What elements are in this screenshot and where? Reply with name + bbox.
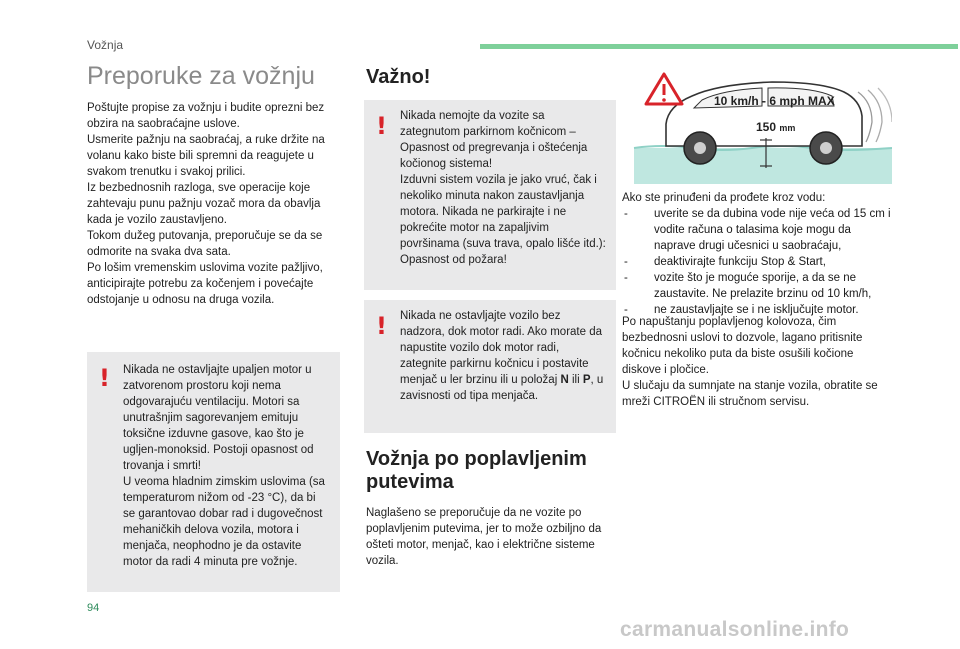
water-instructions-list — [622, 206, 892, 318]
flood-illustration — [622, 62, 892, 184]
water-intro: Ako ste prinuđeni da prođete kroz vodu: — [622, 192, 826, 204]
page-title: Preporuke za vožnju — [87, 62, 315, 90]
section-accent-bar — [480, 44, 958, 49]
flood-heading: Vožnja po poplavljenim putevima — [366, 448, 587, 493]
page-number: 94 — [87, 602, 100, 614]
flood-paragraph: Naglašeno se preporučuje da ne vozite po poplavljenim putevima, jer to može ozbiljno da ošteti motor, menjač, kao i električne sisteme vozila. — [366, 507, 602, 567]
warning-icon: ! — [99, 364, 110, 392]
warning-icon: ! — [376, 112, 387, 140]
warning-box-unattended — [364, 300, 616, 433]
warning-box-ventilation — [87, 352, 340, 592]
warning-text: Nikada nemojte da vozite sa zategnutom parkirnom kočnicom – Opasnost od pregrevanja i oštećenja kočionog sistema! Izduvni sistem vozila je jako vruć, čak i nekoliko minuta nakon zaustavljanja motora. Nikada ne parkirajte i ne pokrećite motor na zapaljivim površinama (suva trava, opalo lišće itd.): Opasnost od požara! — [400, 110, 606, 266]
warning-box-parking-brake — [364, 100, 616, 290]
depth-label: 150 mm — [756, 120, 796, 134]
list-item: - deaktivirajte funkciju Stop & Start, — [622, 254, 892, 270]
watermark: carmanualsonline.info — [620, 618, 850, 641]
warning-text: Nikada ne ostavljajte upaljen motor u zatvorenom prostoru koji nema odgovarajuću ventilaciju. Motori sa unutrašnjim sagorevanjem emituju toksične izduvne gasove, kao što je ugljen-monoksid. Postoji opasnost od trovanja i smrti! U veoma hladnim zimskim uslovima (sa temperaturom nižom od -23 °C), da bi se garantovao dobar rad i dugovečnost mehaničkih delova vozila, motora i menjača, neophodno je da ostavite motor da radi 4 minuta pre vožnje. — [123, 364, 325, 568]
water-outro: Po napuštanju poplavljenog kolovoza, čim bezbednosni uslovi to dozvole, lagano pritisnite kočnicu nekoliko puta da biste osušili kočione diskove i pločice. U slučaju da sumnjate na stanje vozila, obratite se mreži CITROËN ili stručnom servisu. — [622, 316, 878, 408]
speed-limit-label: 10 km/h - 6 mph MAX — [714, 94, 835, 108]
list-item: - ne zaustavljajte se i ne isključujte motor. — [622, 302, 892, 318]
section-label: Vožnja — [87, 38, 124, 52]
important-heading: Važno! — [366, 66, 431, 88]
warning-text: Nikada ne ostavljajte vozilo bez nadzora, dok motor radi. Ako morate da napustite vozilo dok motor radi, zategnite parkirnu kočnicu i postavite menjač u ler brzinu ili u položaj N ili P, u zavisnosti od tipa menjača. — [400, 310, 604, 402]
list-item: - uverite se da dubina vode nije veća od 15 cm i vodite računa o talasima koje mogu da naprave drugi učesnici u saobraćaju, — [622, 206, 892, 254]
intro-paragraph: Poštujte propise za vožnju i budite oprezni bez obzira na saobraćajne uslove. Usmerite pažnju na saobraćaj, a ruke držite na volanu kako biste bili spremni da reagujete u svakom trenutku i svakoj prilici. Iz bezbednosnih razloga, sve operacije koje zahtevaju punu pažnju vozač mora da obavlja kada je vozilo zaustavljeno. Tokom dužeg putovanja, preporučuje se da se odmorite na svaka dva sata. Po lošim vremenskim uslovima vozite pažljivo, anticipirajte potrebu za kočenjem i povećajte odstojanje u odnosu na druga vozila. — [87, 102, 325, 306]
list-item: - vozite što je moguće sporije, a da se ne zaustavite. Ne prelazite brzinu od 10 km/h, — [622, 270, 892, 302]
warning-icon: ! — [376, 312, 387, 340]
